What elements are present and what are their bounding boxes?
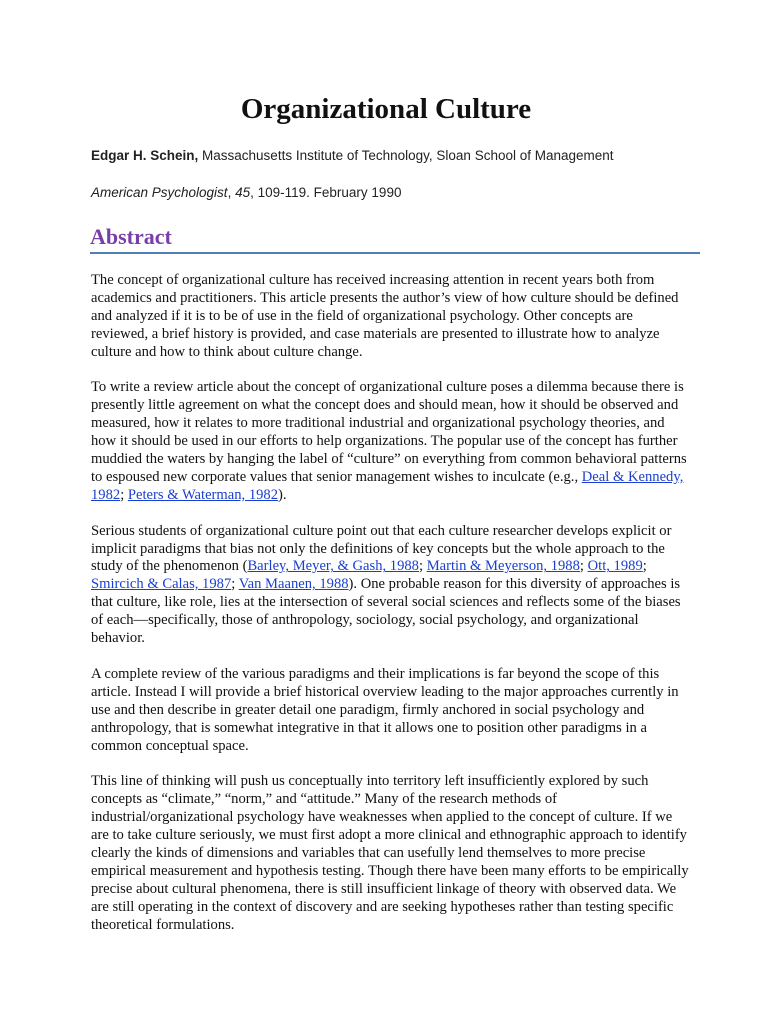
paragraph-3 xyxy=(91,523,691,648)
citation-line xyxy=(91,185,401,200)
citation-link-smircich-calas[interactable]: Smircich & Calas, 1987 xyxy=(91,576,232,593)
citation-separator: , xyxy=(227,185,236,200)
page-title: Organizational Culture xyxy=(240,93,532,125)
citation-separator: ; xyxy=(231,576,239,593)
citation-link-peters-waterman[interactable]: Peters & Waterman, 1982 xyxy=(127,486,279,503)
paragraph-5: This line of thinking will push us conceptually into territory left insufficiently explored by such concepts as “climate,” “norm,” and “attitude.” Many of the research methods of industrial/organizational psychology have weaknesses when applied to the concept of culture. If we are to take culture seriously, we must first adopt a more clinical and ethnographic approach to identify clearly the kinds of dimensions and variables that can usefully lend themselves to more precise empirical measurement and hypothesis testing. Though there have been many efforts to be empirically precise about cultural phenomena, there is still insufficient linkage of theory with observed data. We are still operating in the context of discovery and are seeking hypotheses rather than testing specific theoretical formulations. xyxy=(91,773,689,933)
citation-pages-date: , 109-119. February 1990 xyxy=(250,185,402,200)
citation-separator: ; xyxy=(120,486,128,503)
paragraph-3-end: ). One probable reason for this diversity of approaches is that culture, like role, lies at the intersection of several social sciences and reflects some of the biases of each—specifically, those of anthropology, sociology, social psychology, and organizational behavior. xyxy=(91,576,681,647)
citation-link-deal-kennedy[interactable]: Deal & Kennedy, 1982 xyxy=(91,468,684,503)
heading-divider xyxy=(90,252,700,254)
citation-separator: ; xyxy=(579,558,588,575)
journal-volume: 45 xyxy=(235,185,251,200)
paragraph-3-text: Serious students of organizational culture point out that each culture researcher develops explicit or implicit paradigms that bias not only the definitions of key concepts but the whole approach to the study of the phenomenon ( xyxy=(91,522,672,575)
author-line xyxy=(91,148,614,163)
citation-separator: ; xyxy=(418,558,427,575)
citation-link-ott[interactable]: Ott, 1989 xyxy=(587,558,643,575)
paragraph-2-text: To write a review article about the concept of organizational culture poses a dilemma because there is presently little agreement on what the concept does and should mean, how it should be observed and measured, how it relates to more traditional industrial and organizational psychology theories, and how it should be used in our efforts to help organizations. The popular use of the concept has further muddied the waters by hanging the label of “culture” on everything from common behavioral patterns to espoused new corporate values that senior management wishes to inculcate (e.g., xyxy=(91,379,687,485)
citation-separator: ; xyxy=(642,558,647,575)
citation-link-martin-meyerson[interactable]: Martin & Meyerson, 1988 xyxy=(426,558,580,575)
author-affiliation: Massachusetts Institute of Technology, Sloan School of Management xyxy=(198,148,614,163)
paragraph-2 xyxy=(91,379,691,504)
citation-link-barley-meyer-gash[interactable]: Barley, Meyer, & Gash, 1988 xyxy=(247,558,419,575)
paragraph-4: A complete review of the various paradigms and their implications is far beyond the scope of this article. Instead I will provide a brief historical overview leading to the major approaches currently in use and then describe in greater detail one paradigm, firmly anchored in social psychology and anthropology, that is somewhat integrative in that it allows one to position other paradigms in a common conceptual space. xyxy=(91,665,679,754)
journal-name: American Psychologist xyxy=(91,185,228,200)
citation-link-van-maanen[interactable]: Van Maanen, 1988 xyxy=(238,576,349,593)
author-name: Edgar H. Schein, xyxy=(91,148,199,163)
paragraph-2-end: ). xyxy=(278,486,287,503)
article-body xyxy=(91,272,691,952)
paragraph-1: The concept of organizational culture has received increasing attention in recent years both from academics and practitioners. This article presents the author’s view of how culture should be defined and analyzed if it is to be of use in the field of organizational psychology. Other concepts are reviewed, a brief history is provided, and case materials are presented to illustrate how to analyze culture and how to think about culture change. xyxy=(91,272,679,360)
abstract-heading: Abstract xyxy=(90,224,172,249)
